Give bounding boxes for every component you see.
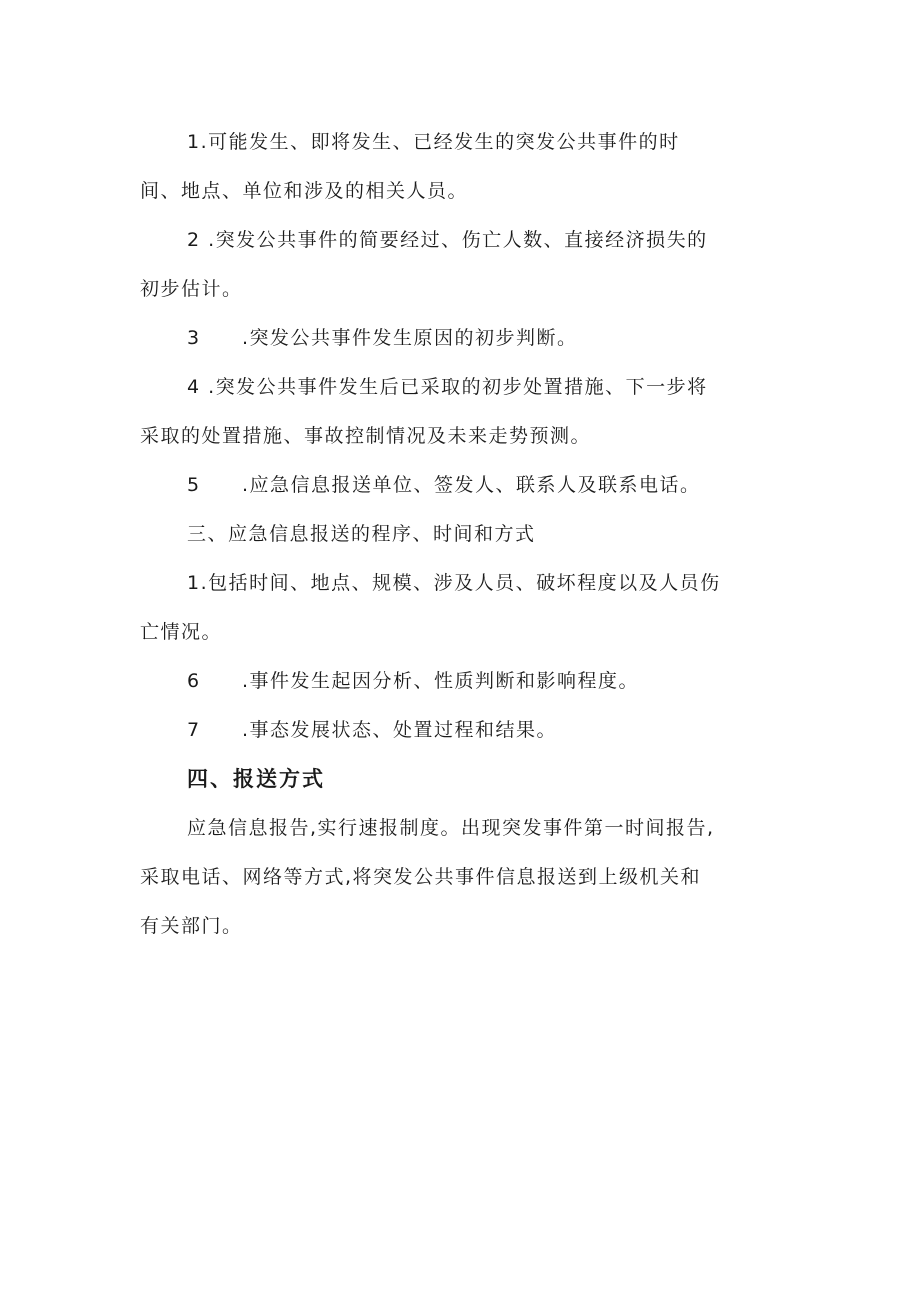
section-4-body-line-3: 有关部门。 — [140, 915, 243, 937]
item-5-number: 5 — [187, 474, 201, 496]
item-2-line-2: 初步估计。 — [140, 278, 243, 300]
section-3-item-6-number: 6 — [187, 670, 201, 692]
document-body — [140, 118, 800, 951]
item-3 — [140, 314, 800, 363]
item-5 — [140, 461, 800, 510]
item-1-line-1: 1.可能发生、即将发生、已经发生的突发公共事件的时 — [187, 131, 680, 153]
section-3-item-1-line-2: 亡情况。 — [140, 621, 223, 643]
section-3-item-1-line-1: 1.包括时间、地点、规模、涉及人员、破坏程度以及人员伤 — [187, 572, 721, 594]
section-4-body-line-2: 采取电话、网络等方式,将突发公共事件信息报送到上级机关和 — [140, 866, 702, 888]
item-4-line-2: 采取的处置措施、事故控制情况及未来走势预测。 — [140, 425, 592, 447]
item-5-text: .应急信息报送单位、签发人、联系人及联系电话。 — [242, 474, 701, 496]
section-3-item-6-text: .事件发生起因分析、性质判断和影响程度。 — [242, 670, 640, 692]
item-1-line-2: 间、地点、单位和涉及的相关人员。 — [140, 180, 469, 202]
item-4-line-1: 4 .突发公共事件发生后已采取的初步处置措施、下一步将 — [187, 376, 708, 398]
section-4-body-line-1: 应急信息报告,实行速报制度。出现突发事件第一时间报告, — [187, 817, 715, 839]
section-3-item-6 — [140, 657, 800, 706]
section-3-item-7 — [140, 706, 800, 755]
section-4-heading: 四、报送方式 — [187, 767, 325, 791]
section-3-item-7-number: 7 — [187, 719, 201, 741]
section-3-item-7-text: .事态发展状态、处置过程和结果。 — [242, 719, 558, 741]
item-3-number: 3 — [187, 327, 201, 349]
item-2-line-1: 2 .突发公共事件的简要经过、伤亡人数、直接经济损失的 — [187, 229, 708, 251]
section-3-heading: 三、应急信息报送的程序、时间和方式 — [187, 523, 536, 545]
item-3-text: .突发公共事件发生原因的初步判断。 — [242, 327, 578, 349]
